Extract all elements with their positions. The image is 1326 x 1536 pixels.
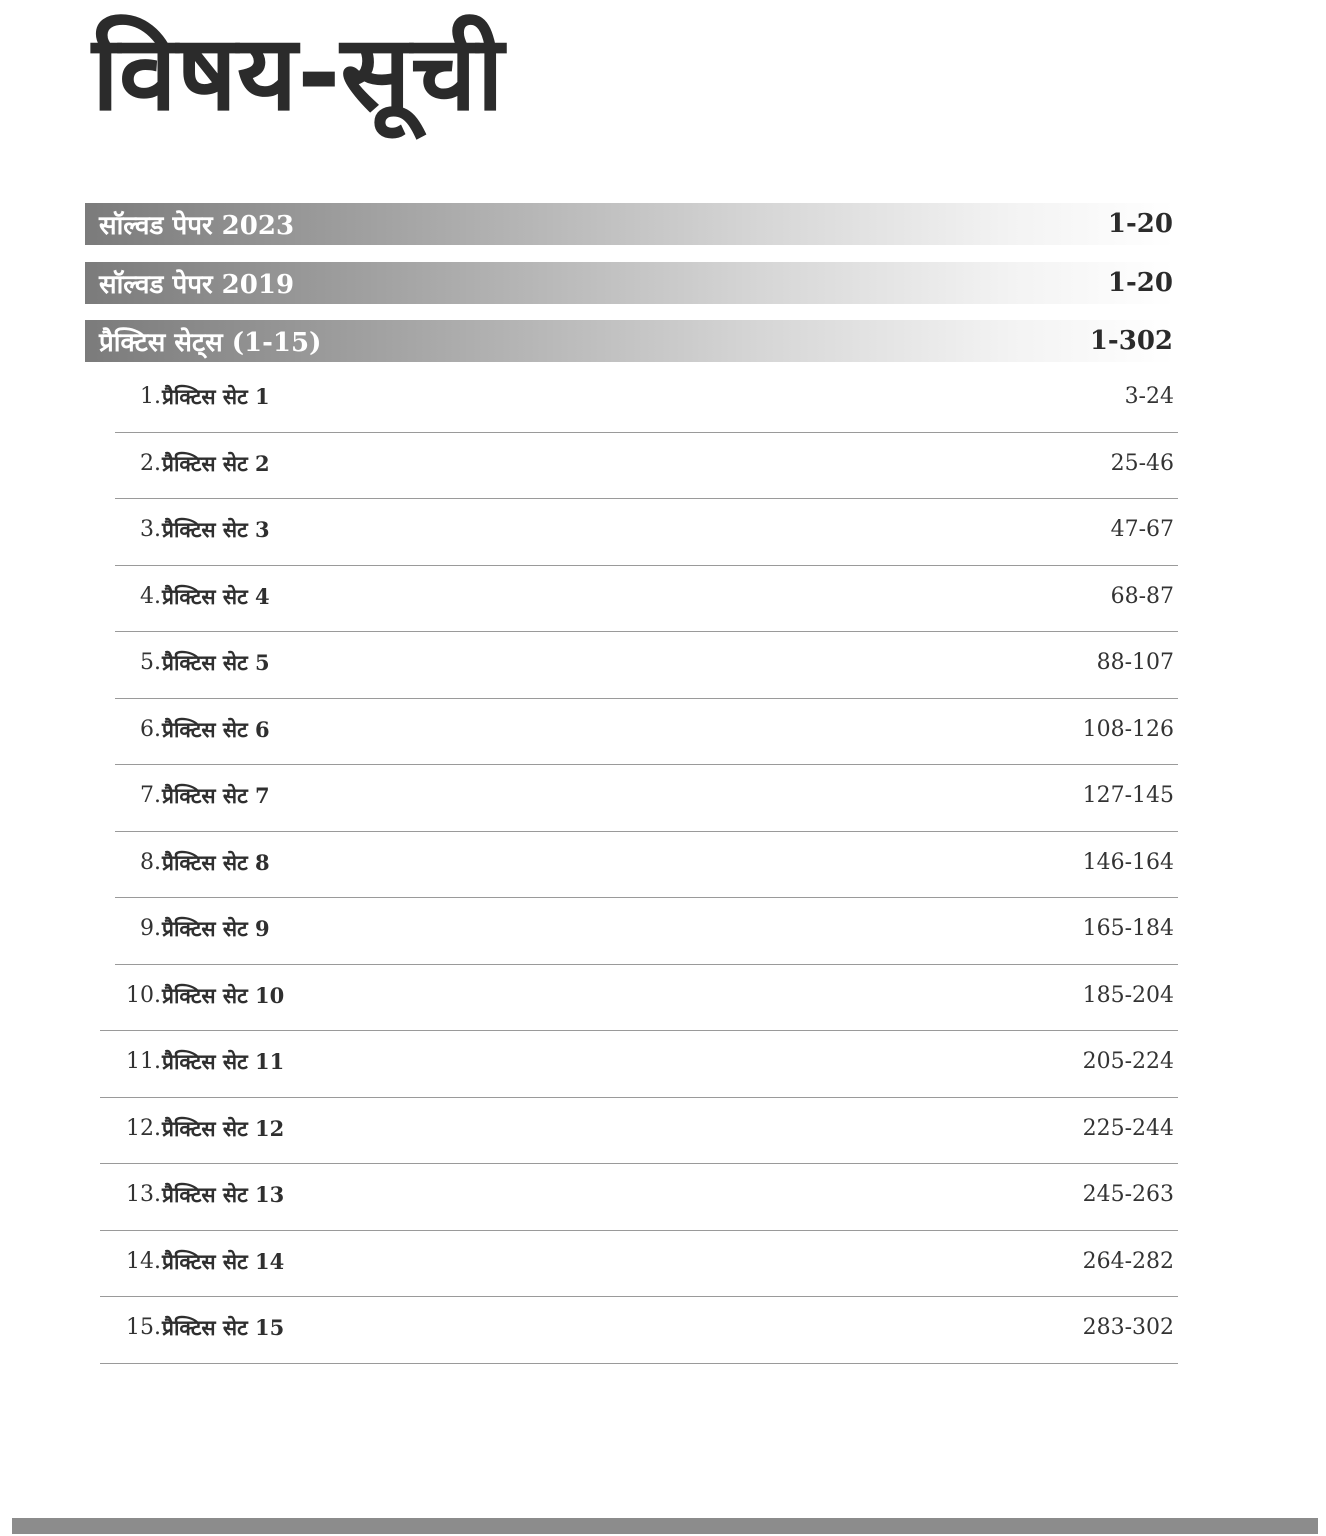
entry-pages: 205-224 [1082,1049,1174,1074]
section-pages: 1-20 [1107,209,1173,239]
entry-pages: 245-263 [1082,1182,1174,1207]
entry-title: प्रैक्टिस सेट 7 [162,783,270,808]
entry-number: 9. [140,916,161,941]
entry-title: प्रैक्टिस सेट 10 [162,982,285,1008]
entry-title: प्रैक्टिस सेट 11 [162,1049,285,1074]
toc-list [100,366,1178,1364]
section-header-solved-2023[interactable] [85,203,1175,245]
footer-divider-bar [12,1518,1318,1534]
entry-pages: 47-67 [1110,517,1174,542]
entry-title: प्रैक्टिस सेट 13 [162,1182,285,1207]
section-pages: 1-302 [1089,326,1173,356]
entry-number: 6. [140,716,161,742]
toc-entry-8[interactable] [115,832,1178,899]
toc-entry-3[interactable] [115,499,1178,566]
entry-pages: 264-282 [1082,1248,1174,1274]
entry-number: 12. [126,1115,161,1141]
toc-entry-12[interactable] [100,1098,1178,1165]
entry-number: 4. [140,583,161,609]
toc-entry-6[interactable] [115,699,1178,766]
entry-title: प्रैक्टिस सेट 15 [162,1315,285,1340]
entry-number: 2. [140,450,161,476]
entry-title: प्रैक्टिस सेट 14 [162,1248,285,1274]
toc-entry-15[interactable] [100,1297,1178,1364]
entry-title: प्रैक्टिस सेट 4 [162,583,270,609]
entry-pages: 25-46 [1110,450,1174,476]
entry-number: 14. [126,1248,161,1274]
entry-title: प्रैक्टिस सेट 5 [162,650,270,675]
entry-number: 13. [126,1182,161,1207]
entry-title: प्रैक्टिस सेट 12 [162,1115,285,1141]
page-title: विषय-सूची [92,12,504,134]
toc-entry-9[interactable] [115,898,1178,965]
section-label: प्रैक्टिस सेट्स (1-15) [99,328,322,358]
toc-entry-4[interactable] [115,566,1178,633]
entry-title: प्रैक्टिस सेट 6 [162,716,270,742]
section-header-practice-sets[interactable] [85,320,1175,362]
entry-number: 5. [140,650,161,675]
section-label: सॉल्वड पेपर 2023 [99,211,295,241]
entry-number: 3. [140,517,161,542]
entry-pages: 127-145 [1082,783,1174,808]
toc-entry-11[interactable] [100,1031,1178,1098]
entry-number: 11. [126,1049,161,1074]
entry-pages: 108-126 [1082,716,1174,742]
toc-entry-13[interactable] [100,1164,1178,1231]
entry-title: प्रैक्टिस सेट 8 [162,849,270,875]
toc-entry-7[interactable] [115,765,1178,832]
entry-title: प्रैक्टिस सेट 9 [162,916,270,941]
entry-title: प्रैक्टिस सेट 2 [162,450,270,476]
entry-pages: 165-184 [1082,916,1174,941]
entry-number: 15. [126,1315,161,1340]
entry-pages: 68-87 [1110,583,1174,609]
entry-pages: 3-24 [1124,384,1174,409]
toc-entry-14[interactable] [100,1231,1178,1298]
entry-number: 1. [140,384,161,409]
entry-title: प्रैक्टिस सेट 3 [162,517,270,542]
entry-pages: 283-302 [1082,1315,1174,1340]
entry-pages: 146-164 [1082,849,1174,875]
entry-number: 8. [140,849,161,875]
entry-number: 7. [140,783,161,808]
section-label: सॉल्वड पेपर 2019 [99,270,295,300]
toc-entry-5[interactable] [115,632,1178,699]
entry-pages: 88-107 [1096,650,1174,675]
toc-entry-1[interactable] [115,366,1178,433]
section-header-solved-2019[interactable] [85,262,1175,304]
section-pages: 1-20 [1107,268,1173,298]
entry-number: 10. [126,982,161,1008]
entry-pages: 225-244 [1082,1115,1174,1141]
entry-pages: 185-204 [1082,982,1174,1008]
toc-entry-10[interactable] [100,965,1178,1032]
toc-entry-2[interactable] [115,433,1178,500]
entry-title: प्रैक्टिस सेट 1 [162,384,270,409]
